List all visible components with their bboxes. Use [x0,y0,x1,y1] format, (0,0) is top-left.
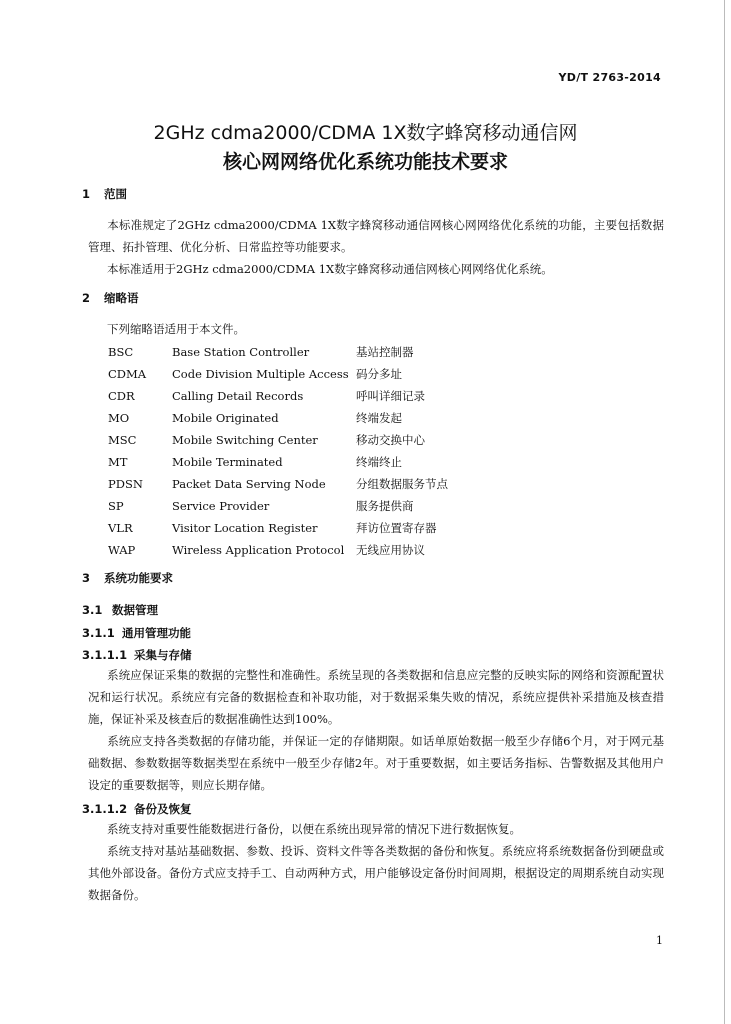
abbreviation-chinese: 呼叫详细记录 [356,389,425,403]
abbreviation-code: MO [108,411,130,425]
s3112-paragraph-1: 系统支持对重要性能数据进行备份，以便在系统出现异常的情况下进行数据恢复。 [107,822,521,836]
abbreviation-code: PDSN [108,477,143,491]
section-title: 数据管理 [112,603,158,617]
title-line-1: 2GHz cdma2000/CDMA 1X数字蜂窝移动通信网 [153,122,578,144]
title-line-2: 核心网网络优化系统功能技术要求 [222,151,508,173]
section-number: 2 [82,291,91,305]
abbreviation-code: WAP [108,543,136,557]
section-number: 1 [82,187,91,201]
abbreviation-chinese: 终端发起 [356,411,402,425]
abbreviation-chinese: 移动交换中心 [356,433,425,447]
abbreviation-code: MSC [108,433,137,447]
abbreviation-english: Calling Detail Records [172,389,304,403]
abbreviation-chinese: 码分多址 [356,367,402,381]
section-3-1-heading [82,602,158,618]
section-number: 3.1.1.2 [82,802,128,816]
section-3-heading [82,570,173,586]
abbreviation-english: Mobile Terminated [172,455,283,469]
section-3-1-1-2-heading [82,801,192,817]
section-title: 通用管理功能 [122,626,191,640]
abbreviation-chinese: 终端终止 [356,455,402,469]
s1-paragraph-1: 本标准规定了2GHz cdma2000/CDMA 1X数字蜂窝移动通信网核心网网络优化系统的功能，主要包括数据管理、拓扑管理、优化分析、日常监控等功能要求。 [88,218,664,254]
abbreviation-english: Code Division Multiple Access [172,367,349,381]
section-1-heading [82,186,127,202]
abbreviation-code: VLR [108,521,133,535]
s3111-paragraph-2: 系统应支持各类数据的存储功能，并保证一定的存储期限。如话单原始数据一般至少存储6个月，对于网元基础数据、参数数据等数据类型在系统中一般至少存储2年。对于重要数据，如主要话务指标、告警数据及其他用户设定的重要数据等，则应长期存储。 [88,734,664,792]
section-number: 3.1.1 [82,626,115,640]
abbreviation-english: Mobile Switching Center [172,433,318,447]
abbreviation-code: CDR [108,389,135,403]
abbreviation-code: MT [108,455,128,469]
s3111-paragraph-1: 系统应保证采集的数据的完整性和准确性。系统呈现的各类数据和信息应完整的反映实际的网络和资源配置状况和运行状况。系统应有完备的数据检查和补取功能，对于数据采集失败的情况，系统应提供补采措施及核查措施，保证补采及核查后的数据准确性达到100%。 [88,668,664,726]
section-title: 采集与存储 [134,648,192,662]
section-title: 范围 [104,187,127,201]
abbreviation-chinese: 无线应用协议 [356,543,425,557]
abbreviation-english: Mobile Originated [172,411,279,425]
abbreviation-chinese: 分组数据服务节点 [356,477,448,491]
section-title: 系统功能要求 [104,571,173,585]
abbreviation-english: Base Station Controller [172,345,310,359]
abbreviation-chinese: 拜访位置寄存器 [356,521,437,535]
s1-paragraph-2: 本标准适用于2GHz cdma2000/CDMA 1X数字蜂窝移动通信网核心网网络优化系统。 [107,262,553,276]
section-2-heading [82,290,139,306]
section-3-1-1-heading [82,625,191,641]
section-number: 3.1.1.1 [82,648,128,662]
section-title: 备份及恢复 [134,802,192,816]
abbreviation-code: CDMA [108,367,147,381]
section-title: 缩略语 [104,291,139,305]
s3112-paragraph-2: 系统支持对基站基础数据、参数、投诉、资料文件等各类数据的备份和恢复。系统应将系统数据备份到硬盘或其他外部设备。备份方式应支持手工、自动两种方式，用户能够设定备份时间周期，根据设定的周期系统自动实现数据备份。 [88,844,664,902]
page-number: 1 [656,934,663,947]
section-number: 3 [82,571,91,585]
abbreviation-code: BSC [108,345,134,359]
s2-intro: 下列缩略语适用于本文件。 [107,322,245,336]
standard-code: YD/T 2763-2014 [558,71,661,84]
abbreviation-english: Packet Data Serving Node [172,477,326,491]
section-number: 3.1 [82,603,103,617]
abbreviation-code: SP [108,499,124,513]
abbreviation-chinese: 服务提供商 [356,499,414,513]
section-3-1-1-1-heading [82,647,192,663]
abbreviation-english: Wireless Application Protocol [172,543,345,557]
abbreviation-english: Visitor Location Register [172,521,318,535]
abbreviation-chinese: 基站控制器 [356,345,414,359]
abbreviation-english: Service Provider [172,499,270,513]
